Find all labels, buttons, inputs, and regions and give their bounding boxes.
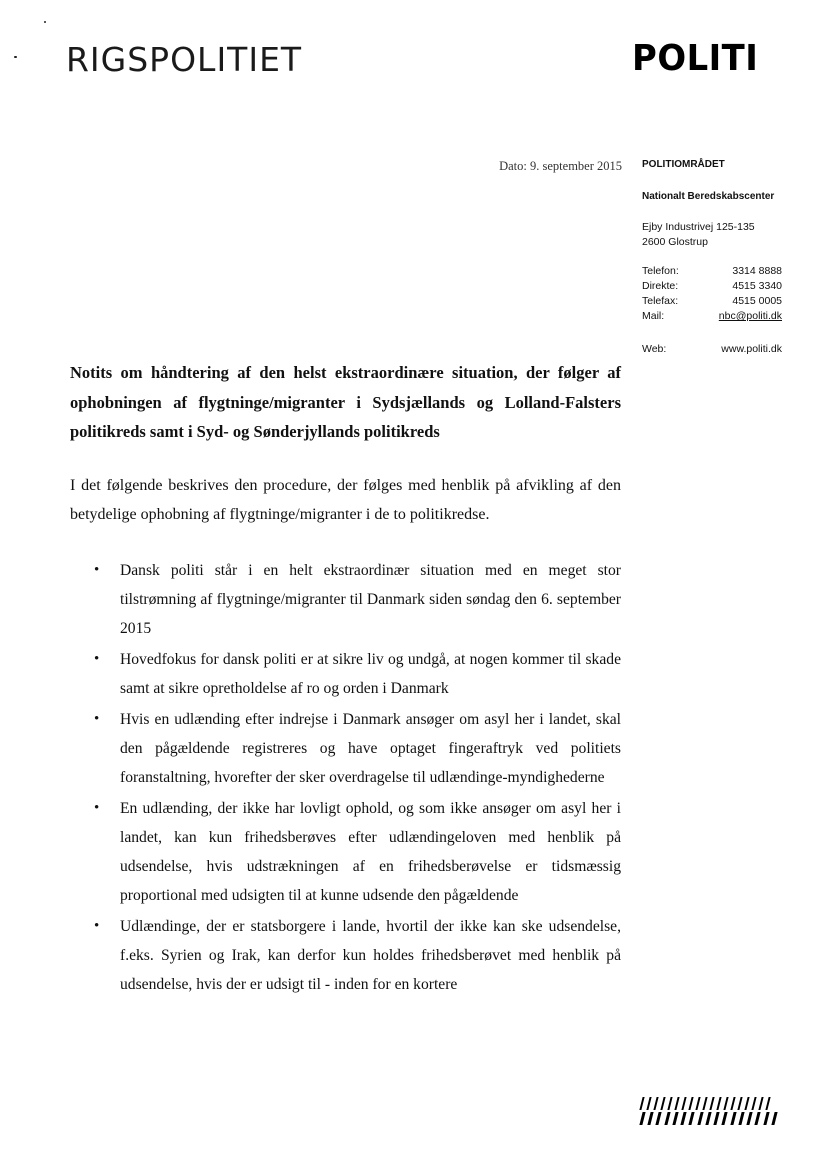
- bullet-icon: •: [94, 711, 100, 727]
- stripe-row-bottom: [641, 1112, 776, 1125]
- politi-logo: POLITI: [631, 38, 758, 79]
- list-item-text: Udlændinge, der er statsborgere i lande, hvortil der ikke kan ske udsendelse, f.eks. Syrien og Irak, kan derfor kun holdes frihedsberøvet med henblik på udsendelse, hvis der er udsigt til - inden for en kortere: [120, 918, 621, 993]
- web-link[interactable]: www.politi.dk: [721, 343, 782, 355]
- contact-row-mail: [642, 309, 782, 324]
- list-item-text: En udlænding, der ikke har lovligt ophold, og som ikke ansøger om asyl her i landet, kan kun frihedsberøves efter udlændingeloven med henblik på udsendelse, hvis udstrækningen af en frihedsberøvelse er tidsmæssig proportional med udsigten til at kunne udsende den pågældende: [120, 800, 621, 904]
- list-item: [70, 705, 621, 792]
- bullet-list: [70, 556, 621, 1001]
- contact-row-telefon: [642, 264, 782, 279]
- web-label: Web:: [642, 343, 667, 355]
- sidebar-unit: Nationalt Beredskabscenter: [642, 191, 775, 202]
- list-item: [70, 645, 621, 703]
- sidebar-web: [642, 342, 782, 357]
- list-item: [70, 794, 621, 910]
- sidebar-address-line1: Ejby Industrivej 125-135: [642, 221, 755, 233]
- police-stripe-icon: [641, 1097, 776, 1127]
- contact-label: Direkte:: [642, 280, 679, 292]
- contact-value: 4515 0005: [732, 295, 782, 307]
- heading-main: Notits om håndtering af den helst ekstraordinære situation, der følger af ophobningen af flygtninge/migranter i Sydsjællands og Lolland-Falsters: [70, 363, 621, 412]
- scan-speck: [14, 56, 17, 58]
- contact-value: 4515 3340: [732, 280, 782, 292]
- contact-value: 3314 8888: [732, 265, 782, 277]
- bullet-icon: •: [94, 651, 100, 667]
- sidebar-area: POLITIOMRÅDET: [642, 159, 725, 170]
- document-heading: [70, 358, 621, 447]
- stripe-row-top: [641, 1097, 776, 1110]
- bullet-icon: •: [94, 800, 100, 816]
- list-item-text: Hvis en udlænding efter indrejse i Danmark ansøger om asyl her i landet, skal den pågældende registreres og have optaget fingeraftryk ved politiets foranstaltning, hvorefter der sker overdragelse til udlændinge-myndighederne: [120, 711, 621, 786]
- heading-last-line: politikreds samt i Syd- og Sønderjyllands politikreds: [70, 422, 440, 441]
- scan-speck: [44, 21, 46, 23]
- list-item: [70, 912, 621, 999]
- list-item: [70, 556, 621, 643]
- contact-row-telefax: [642, 294, 782, 309]
- bullet-icon: •: [94, 918, 100, 934]
- contact-label: Mail:: [642, 310, 665, 322]
- mail-link[interactable]: nbc@politi.dk: [718, 310, 782, 322]
- sidebar-contacts: [642, 264, 782, 324]
- organization-title: RIGSPOLITIET: [66, 40, 303, 79]
- list-item-text: Dansk politi står i en helt ekstraordinær situation med en meget stor tilstrømning af flygtninge/migranter til Danmark siden søndag den 6. september 2015: [120, 562, 621, 637]
- contact-label: Telefon:: [642, 265, 679, 277]
- bullet-icon: •: [94, 562, 100, 578]
- sidebar-address-line2: 2600 Glostrup: [642, 236, 708, 248]
- intro-paragraph: I det følgende beskrives den procedure, der følges med henblik på afvikling af den betydelige ophobning af flygtninge/migranter i de to politikredse.: [70, 477, 621, 523]
- list-item-text: Hovedfokus for dansk politi er at sikre liv og undgå, at nogen kommer til skade samt at sikre opretholdelse af ro og orden i Danmark: [120, 651, 621, 697]
- document-date: Dato: 9. september 2015: [499, 159, 622, 173]
- contact-row-direkte: [642, 279, 782, 294]
- contact-label: Telefax:: [642, 295, 679, 307]
